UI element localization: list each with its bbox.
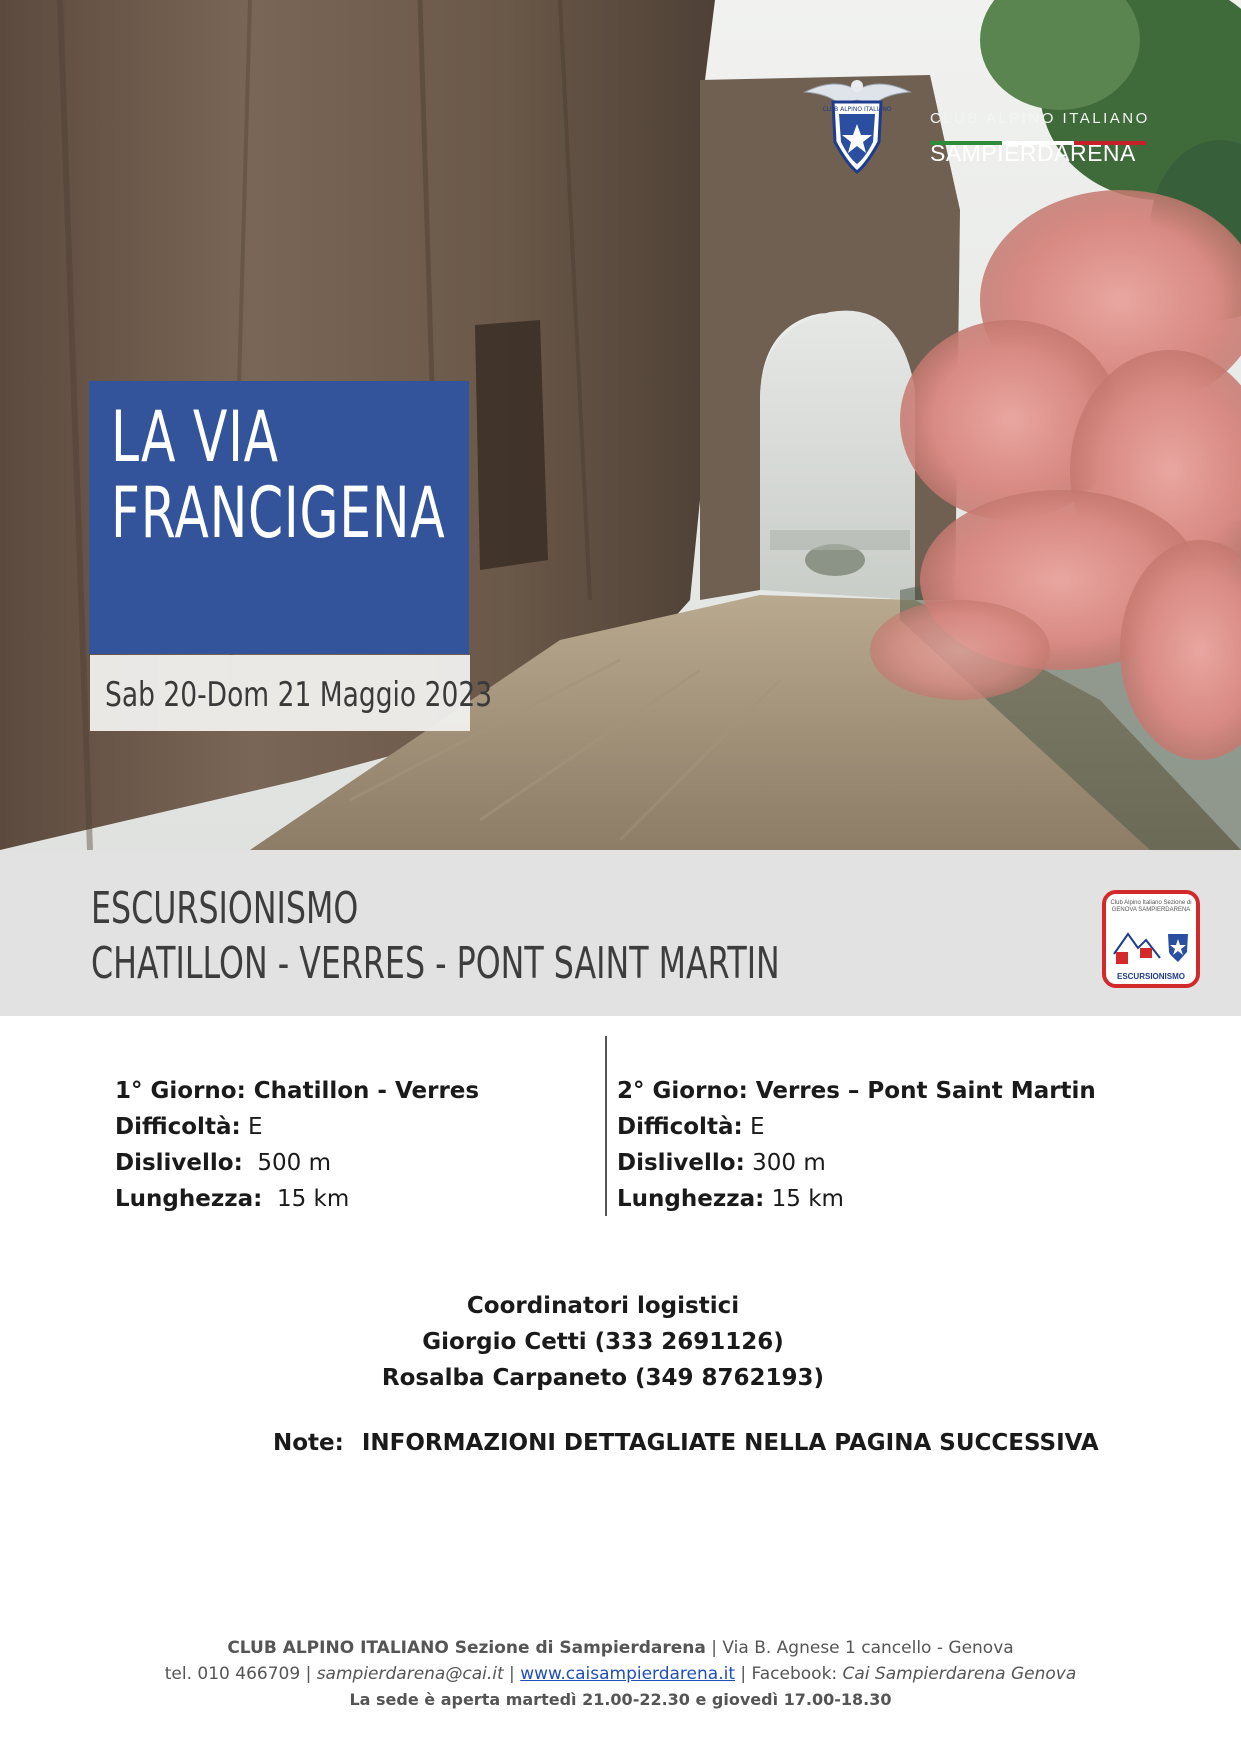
day1-details [115, 1073, 479, 1217]
day2-elevation-label: Dislivello: [617, 1150, 745, 1176]
footer-hours: La sede è aperta martedì 21.00-22.30 e giovedì 17.00-18.30 [349, 1690, 892, 1709]
day2-difficulty-label: Difficoltà: [617, 1114, 743, 1140]
footer-facebook: Cai Sampierdarena Genova [842, 1664, 1077, 1684]
svg-text:CLUB ALPINO ITALIANO: CLUB ALPINO ITALIANO [822, 106, 892, 113]
section-name: SAMPIERDARENA [930, 140, 1136, 166]
date-box [90, 655, 493, 731]
day1-elevation-value: 500 m [242, 1150, 332, 1176]
day2-length-label: Lunghezza: [617, 1186, 765, 1212]
tricolor-rule [930, 132, 1148, 136]
note-label: Note: [273, 1430, 344, 1456]
day1-difficulty-value: E [240, 1114, 263, 1140]
club-name: CLUB ALPINO ITALIANO [930, 110, 1150, 127]
category-band [0, 850, 1241, 1016]
day1-elevation-label: Dislivello: [115, 1150, 243, 1176]
title-line-1: LA VIA [111, 396, 279, 478]
note-text: INFORMAZIONI DETTAGLIATE NELLA PAGINA SUCCESSIVA [361, 1430, 1099, 1456]
title-line-2: FRANCIGENA [111, 472, 446, 554]
eagle-shield-icon [795, 72, 920, 182]
coordinator-1: Giorgio Cetti (333 2691126) [422, 1329, 784, 1355]
title-box [89, 381, 469, 654]
category-label: ESCURSIONISMO [91, 883, 359, 934]
day1-heading: 1° Giorno: Chatillon - Verres [115, 1078, 480, 1104]
footer-email[interactable]: sampierdarena@cai.it [316, 1664, 504, 1684]
day2-difficulty-value: E [742, 1114, 765, 1140]
day2-details [617, 1073, 1096, 1217]
footer-facebook-label: | Facebook: [735, 1664, 843, 1684]
badge-top-text: Club Alpino Italiano Sezione di GENOVA SAMPIERDARENA [1110, 900, 1192, 913]
footer-org: CLUB ALPINO ITALIANO Sezione di Sampierdarena [227, 1638, 706, 1658]
coordinators-heading: Coordinatori logistici [466, 1293, 740, 1319]
mountain-flag-icon [1112, 924, 1194, 968]
footer [0, 1635, 1241, 1713]
coordinators [0, 1288, 1206, 1396]
cai-logo [795, 72, 1175, 192]
coordinator-2: Rosalba Carpaneto (349 8762193) [381, 1365, 825, 1391]
hero-photo [0, 0, 1241, 850]
day1-length-label: Lunghezza: [115, 1186, 263, 1212]
escursionismo-badge [1102, 890, 1200, 988]
day2-elevation-value: 300 m [744, 1150, 826, 1176]
day1-difficulty-label: Difficoltà: [115, 1114, 241, 1140]
column-divider [605, 1036, 607, 1216]
day2-length-value: 15 km [764, 1186, 844, 1212]
footer-tel: tel. 010 466709 | [164, 1664, 317, 1684]
day1-length-value: 15 km [262, 1186, 350, 1212]
route-label: CHATILLON - VERRES - PONT SAINT MARTIN [91, 938, 780, 989]
badge-bottom-text: ESCURSIONISMO [1116, 972, 1185, 981]
footer-address: | Via B. Agnese 1 cancello - Genova [705, 1638, 1014, 1658]
event-date: Sab 20-Dom 21 Maggio 2023 [105, 675, 493, 715]
note [273, 1430, 1099, 1456]
footer-website-link[interactable]: www.caisampierdarena.it [520, 1664, 735, 1684]
day2-heading: 2° Giorno: Verres – Pont Saint Martin [617, 1078, 1096, 1104]
footer-sep: | [503, 1664, 521, 1684]
